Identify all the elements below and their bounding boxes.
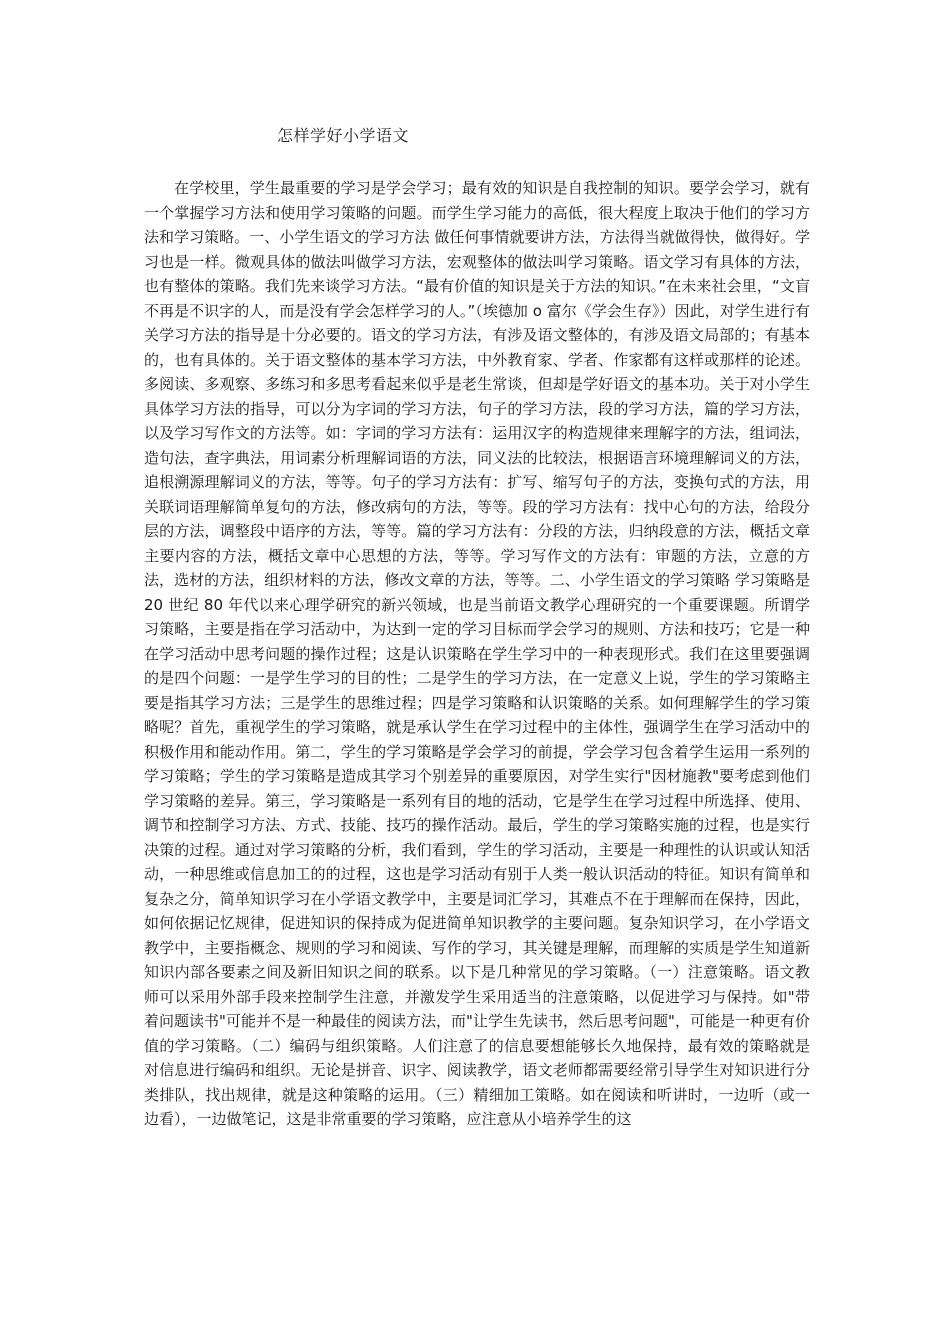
document-title: 怎样学好小学语文 xyxy=(277,126,410,145)
document-body-paragraph: 在学校里，学生最重要的学习是学会学习；最有效的知识是自我控制的知识。要学会学习，就有一个掌握学习方法和使用学习策略的问题。而学生学习能力的高低，很大程度上取决于他们的学习方法和学习策略。一、小学生语文的学习方法 做任何事情就要讲方法，方法得当就做得快，做得好。学习也是一样。微观具体的做法叫做学习方法，宏观整体的做法叫学习策略。语文学习有具体的方法，也有整体的策略。我们先来谈学习方法。“最有价值的知识是关于方法的知识。”在未来社会里，“文盲不再是不识字的人，而是没有学会怎样学习的人。”（埃德加 o 富尔《学会生存》）因此，对学生进行有关学习方法的指导是十分必要的。语文的学习方法，有涉及语文整体的，有涉及语文局部的；有基本的，也有具体的。关于语文整体的基本学习方法，中外教育家、学者、作家都有这样或那样的论述。多阅读、多观察、多练习和多思考看起来似乎是老生常谈，但却是学好语文的基本功。关于对小学生具体学习方法的指导，可以分为字词的学习方法，句子的学习方法，段的学习方法，篇的学习方法，以及学习写作文的方法等。如：字词的学习方法有：运用汉字的构造规律来理解字的方法，组词法，造句法，查字典法，用词素分析理解词语的方法，同义法的比较法，根据语言环境理解词义的方法，追根溯源理解词义的方法，等等。句子的学习方法有：扩写、缩写句子的方法，变换句式的方法，用关联词语理解简单复句的方法，修改病句的方法，等等。段的学习方法有：找中心句的方法，给段分层的方法，调整段中语序的方法，等等。篇的学习方法有：分段的方法，归纳段意的方法，概括文章主要内容的方法，概括文章中心思想的方法，等等。学习写作文的方法有：审题的方法，立意的方法，选材的方法，组织材料的方法，修改文章的方法，等等。二、小学生语文的学习策略 学习策略是 20 世纪 80 年代以来心理学研究的新兴领域，也是当前语文教学心理研究的一个重要课题。所谓学习策略，主要是指在学习活动中，为达到一定的学习目标而学会学习的规则、方法和技巧；它是一种在学习活动中思考问题的操作过程；这是认识策略在学生学习中的一种表现形式。我们在这里要强调的是四个问题：一是学生学习的目的性；二是学生的学习方法，在一定意义上说，学生的学习策略主要是指其学习方法；三是学生的思维过程；四是学习策略和认识策略的关系。如何理解学生的学习策略呢？首先，重视学生的学习策略，就是承认学生在学习过程中的主体性，强调学生在学习活动中的积极作用和能动作用。第二，学生的学习策略是学会学习的前提，学会学习包含着学生运用一系列的学习策略；学生的学习策略是造成其学习个别差异的重要原因，对学生实行"因材施教"要考虑到他们学习策略的差异。第三，学习策略是一系列有目的地的活动，它是学生在学习过程中所选择、使用、调节和控制学习方法、方式、技能、技巧的操作活动。最后，学生的学习策略实施的过程，也是实行决策的过程。通过对学习策略的分析，我们看到，学生的学习活动，主要是一种理性的认识或认知活动，一种思维或信息加工的的过程，这也是学习活动有别于人类一般认识活动的特征。知识有简单和复杂之分，简单知识学习在小学语文教学中，主要是词汇学习，其难点不在于理解而在保持，因此，如何依据记忆规律，促进知识的保持成为促进简单知识教学的主要问题。复杂知识学习，在小学语文教学中，主要指概念、规则的学习和阅读、写作的学习，其关键是理解，而理解的实质是学生知道新知识内部各要素之间及新旧知识之间的联系。以下是几种常见的学习策略。（一）注意策略。语文教师可以采用外部手段来控制学生注意，并激发学生采用适当的注意策略，以促进学习与保持。如"带着问题读书"可能并不是一种最佳的阅读方法，而"让学生先读书，然后思考问题"，可能是一种更有价值的学习策略。（二）编码与组织策略。人们注意了的信息要想能够长久地保持，最有效的策略就是对信息进行编码和组织。无论是拼音、识字、阅读教学，语文老师都需要经常引导学生对知识进行分类排队，找出规律，就是这种策略的运用。（三）精细加工策略。如在阅读和听讲时，一边听（或一边看），一边做笔记，这是非常重要的学习策略，应注意从小培养学生的这 xyxy=(144,179,810,1128)
